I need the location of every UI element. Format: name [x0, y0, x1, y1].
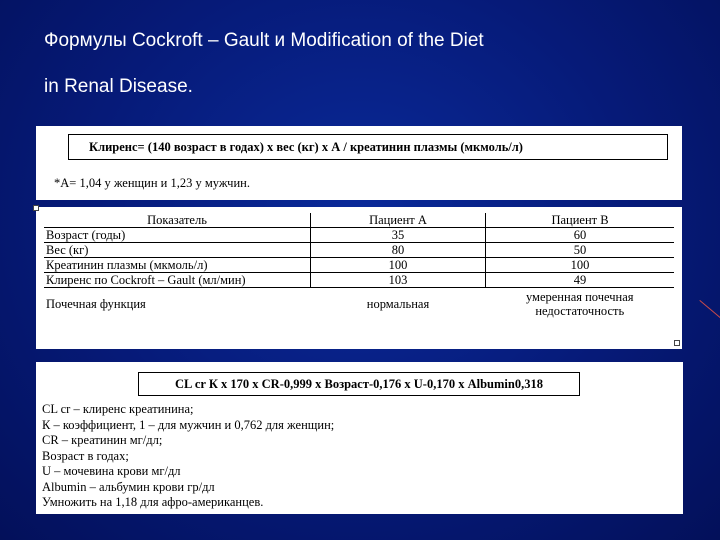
patient-b-value: 100: [486, 258, 675, 273]
patient-a-value: 103: [311, 273, 486, 288]
legend-line: U – мочевина крови мг/дл: [42, 464, 181, 478]
legend-line: Albumin – альбумин крови гр/дл: [42, 479, 215, 494]
patient-b-value: 60: [486, 228, 675, 243]
mdrd-legend: [42, 402, 334, 511]
row-label: Вес (кг): [44, 243, 311, 258]
title-line-1: Формулы Cockroft – Gault и Modification of the Diet: [44, 30, 484, 51]
patient-b-value-line-2: недостаточность: [535, 304, 625, 318]
patient-a-value: нормальная: [366, 297, 430, 311]
patient-b-value: 50: [486, 243, 675, 258]
patient-a-value: 100: [311, 258, 486, 273]
patients-table: [44, 213, 674, 320]
legend-line: CR – креатинин мг/дл;: [42, 433, 163, 447]
title-line-2: in Renal Disease.: [44, 76, 193, 97]
header-patient-a: Пациент А: [311, 213, 486, 228]
patient-b-value: 49: [486, 273, 675, 288]
legend-line: Умножить на 1,18 для афро-американцев.: [42, 495, 264, 509]
mdrd-formula-panel: [36, 362, 683, 514]
resize-handle[interactable]: [33, 205, 39, 211]
slide-title: [44, 18, 684, 110]
cockcroft-formula: Клиренс= (140 возраст в годах) х вес (кг) х А / креатинин плазмы (мкмоль/л): [68, 134, 668, 160]
patient-b-value: [486, 288, 675, 321]
header-patient-b: Пациент В: [486, 213, 675, 228]
coefficient-note: *А= 1,04 у женщин и 1,23 у мужчин.: [54, 176, 250, 190]
patient-a-value: 80: [311, 243, 486, 258]
patient-b-value-line-1: умеренная почечная: [525, 290, 634, 304]
mdrd-formula: CL cr К х 170 х CR-0,999 х Возраст-0,176 х U-0,170 х Albumin0,318: [138, 372, 580, 396]
table-header-row: [44, 213, 674, 228]
legend-line: Возраст в годах;: [42, 448, 129, 463]
table-row-renal-function: [44, 288, 674, 321]
cockcroft-formula-panel: [36, 126, 682, 200]
patients-table-panel: [36, 207, 682, 349]
table-row: [44, 228, 674, 243]
row-label: Почечная функция: [46, 297, 146, 311]
row-label: Клиренс по Cockroft – Gault (мл/мин): [44, 273, 311, 288]
row-label: Креатинин плазмы (мкмоль/л): [44, 258, 311, 273]
patient-a-value: 35: [311, 228, 486, 243]
header-parameter: Показатель: [44, 213, 311, 228]
table-row: [44, 273, 674, 288]
legend-line: К – коэффициент, 1 – для мужчин и 0,762 для женщин;: [42, 417, 335, 432]
table-row: [44, 258, 674, 273]
decorative-line: [699, 300, 720, 326]
legend-line: CL cr – клиренс креатинина;: [42, 402, 194, 416]
row-label: Возраст (годы): [44, 228, 311, 243]
table-row: [44, 243, 674, 258]
resize-handle[interactable]: [674, 340, 680, 346]
